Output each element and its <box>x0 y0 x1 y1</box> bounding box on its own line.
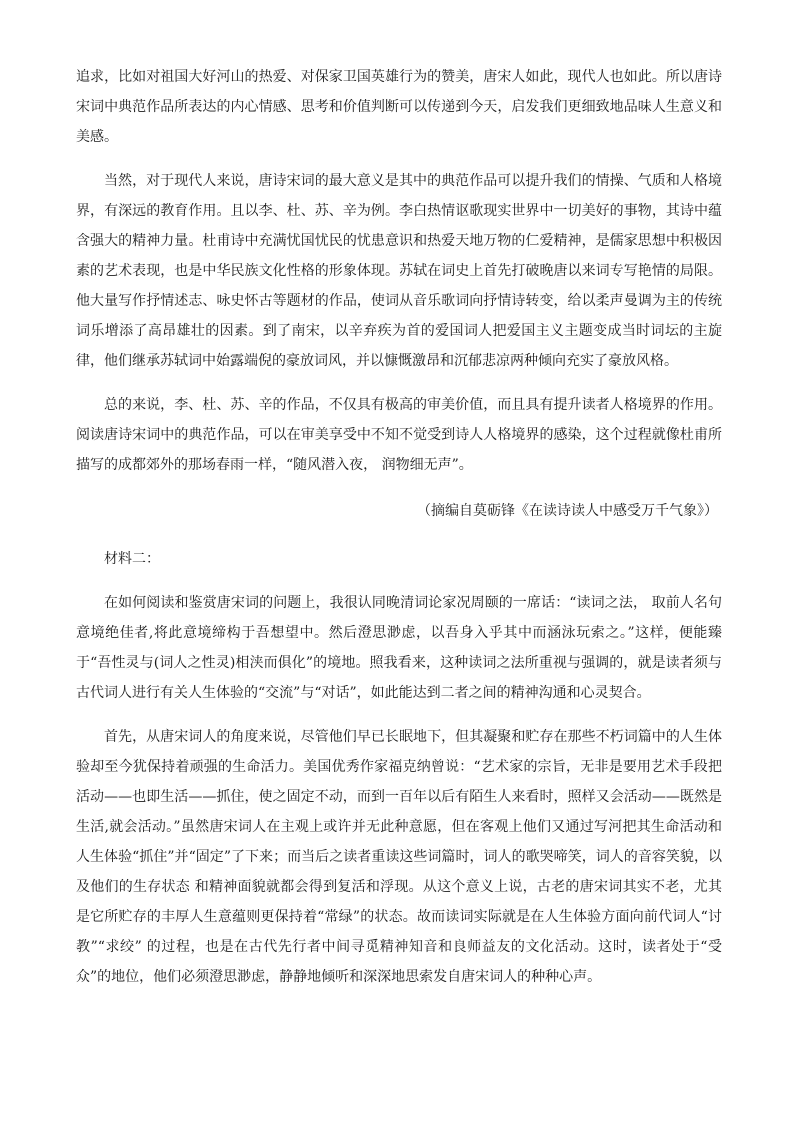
paragraph-li-du-su-xin: 当然，对于现代人来说，唐诗宋词的最大意义是其中的典范作品可以提升我们的情操、气质和人格境界，有深远的教育作用。且以李、杜、苏、辛为例。李白热情讴歌现实世界中一切美好的事物，其诗中蕴含强大的精神力量。杜甫诗中充满忧国忧民的忧患意识和热爱天地万物的仁爱精神，是儒家思想中积极因素的艺术表现，也是中华民族文化性格的形象体现。苏轼在词史上首先打破晚唐以来词专写艳情的局限。他大量写作抒情述志、咏史怀古等题材的作品，使词从音乐歌词向抒情诗转变，给以柔声曼调为主的传统词乐增添了高昂雄壮的因素。到了南宋，以辛弃疾为首的爱国词人把爱国主义主题变成当时词坛的主旋律，他们继承苏轼词中始露端倪的豪放词风，并以慷慨激昂和沉郁悲凉两种倾向充实了豪放风格。 <box>76 173 722 369</box>
paragraph-poet-perspective: 首先，从唐宋词人的角度来说，尽管他们早已长眠地下，但其凝聚和贮存在那些不朽词篇中的人生体验却至今犹保持着顽强的生命活力。美国优秀作家福克纳曾说：“艺术家的宗旨，无非是要用艺术手段把活动——也即生活——抓住，使之固定不动，而到一百年以后有陌生人来看时，照样又会活动——既然是生活,就会活动。”虽然唐宋词人在主观上或许并无此种意愿，但在客观上他们又通过写河把其生命活动和人生体验“抓住”并“固定”了下来；而当后之读者重读这些词篇时，词人的歌哭啼笑，词人的音容笑貌，以及他们的生存状态 和精神面貌就都会得到复活和浮现。从这个意义上说，古老的唐宋词其实不老，尤其是它所贮存的丰厚人生意蕴则更保持着“常绿”的状态。故而读词实际就是在人生体验方面向前代词人“讨教”“求绞” 的过程，也是在古代先行者中间寻觅精神知音和良师益友的文化活动。这时，读者处于“受众”的地位，他们必须澄思渺虑，静静地倾听和深深地思索发自唐宋词人的种种心声。 <box>76 729 722 985</box>
document-body <box>76 62 722 992</box>
section-heading-material-two: 材料二： <box>104 551 160 567</box>
paragraph-reading-method: 在如何阅读和鉴赏唐宋词的问题上，我很认同晚清词论家况周颐的一席话：“读词之法， 取前人名句意境绝佳者,将此意境缔构于吾想望中。然后澄思渺虑，以吾身入乎其中而涵泳玩索之。”这样，便能臻于“吾性灵与(词人之性灵)相浃而俱化”的境地。照我看来，这种读词之法所重视与强调的，就是读者须与古代词人进行有关人生体验的“交流”与“对话”，如此能达到二者之间的精神沟通和心灵契合。 <box>76 595 722 701</box>
paragraph-continued: 追求，比如对祖国大好河山的热爱、对保家卫国英雄行为的赞美，唐宋人如此，现代人也如此。所以唐诗宋词中典范作品所表达的内心情感、思考和价值判断可以传递到今天，启发我们更细致地品味人生意义和美感。 <box>76 69 722 145</box>
source-citation: （摘编自莫砺锋《在读诗读人中感受万千气象》） <box>417 503 718 519</box>
paragraph-summary: 总的来说，李、杜、苏、辛的作品，不仅具有极高的审美价值，而且具有提升读者人格境界的作用。阅读唐诗宋词中的典范作品，可以在审美享受中不知不觉受到诗人人格境界的感染，这个过程就像杜甫所描写的成都郊外的那场春雨一样，“随风潜入夜， 润物细无声”。 <box>76 397 722 473</box>
